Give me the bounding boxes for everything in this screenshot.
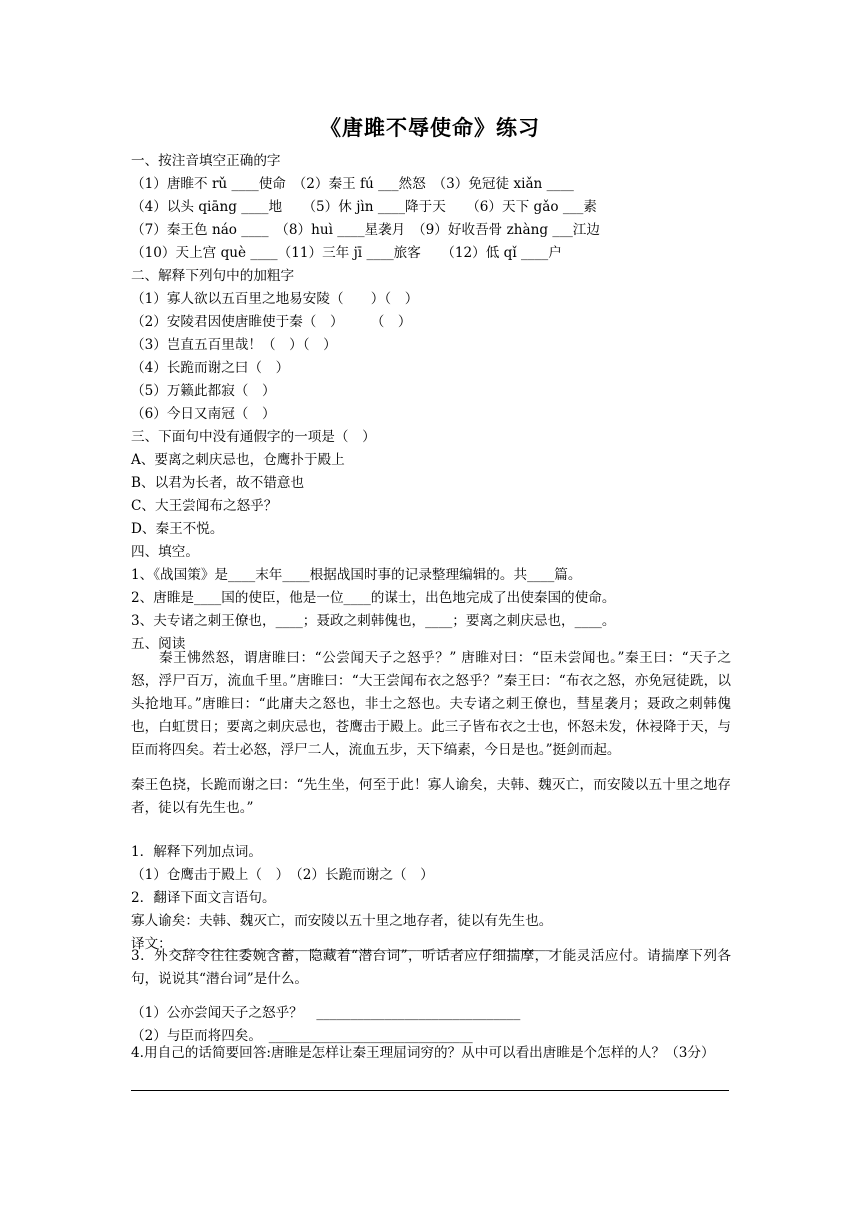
s5-heading: 五、阅读 (131, 636, 186, 652)
s1-row1: （1）唐睢不 rǔ ____使命 （2）秦王 fú ___然怒 （3）免冠徒 xiǎn ____ (131, 176, 574, 192)
s3-option-a: A、要离之刺庆忌也，仓鹰扑于殿上 (131, 452, 345, 468)
s4-item1: 1、《战国策》是____末年____根据战国时事的记录整理编辑的。共____篇。 (131, 567, 582, 583)
s1-row2: （4）以头 qiāng ____地 （5）休 jìn ____降于天 （6）天下 gǎo ___素 (131, 199, 597, 215)
question-3-prompt: 3．外交辞令往往委婉含蓄，隐藏着“潜台词”，听话者应仔细揣摩，才能灵活应付。请揣摩下列各句，说说其“潜台词”是什么。 (131, 948, 731, 987)
q1-items: （1）仓鹰击于殿上（ ） （2）长跪而谢之（ ） (131, 867, 434, 883)
q1-heading: 1．解释下列加点词。 (131, 844, 262, 860)
q2-answer: 译文：________________________________________________________ (131, 936, 553, 952)
s3-option-d: D、秦王不悦。 (131, 521, 224, 537)
s3-heading: 三、下面句中没有通假字的一项是（ ） (131, 429, 376, 445)
s3-option-c: C、大王尝闻布之怒乎？ (131, 498, 278, 514)
s2-item6: （6）今日又南冠（ ） (131, 406, 276, 422)
s2-item5: （5）万籁此都寂（ ） (131, 383, 276, 399)
s2-item3: （3）岂直五百里哉！（ ）（ ） (131, 337, 337, 353)
s1-row4: （10）天上宫 què ____（11）三年 jī ____旅客 （12）低 qǐ ____户 (131, 245, 562, 261)
reading-passage-paragraph-2: 秦王色挠，长跪而谢之曰：“先生坐，何至于此！寡人谕矣，夫韩、魏灭亡，而安陵以五十里之地存者，徒以有先生也。” (131, 777, 731, 816)
reading-passage-paragraph-1: 秦王怫然怒，谓唐睢曰：“公尝闻天子之怒乎？” 唐睢对曰：“臣未尝闻也。”秦王曰：“天子之怒，浮尸百万，流血千里。”唐睢曰：“大王尝闻布衣之怒乎？”秦王曰：“布衣之怒，亦免冠徒跣，以头抢地耳。”唐睢曰：“此庸夫之怒也，非士之怒也。夫专诸之刺王僚也，彗星袭月；聂政之刺韩傀也，白虹贯日；要离之刺庆忌也，苍鹰击于殿上。此三子皆布衣之士也，怀怒未发，休祲降于天，与臣而将四矣。若士必怒，浮尸二人，流血五步，天下缟素，今日是也。”挺剑而起。 (131, 650, 731, 758)
s4-heading: 四、填空。 (131, 544, 199, 560)
s3-option-b: B、以君为长者，故不错意也 (131, 475, 305, 491)
s4-item2: 2、唐睢是____国的使臣，他是一位____的谋士，出色地完成了出使秦国的使命。 (131, 590, 616, 606)
s1-heading: 一、按注音填空正确的字 (131, 153, 281, 169)
question-4-answer-line[interactable] (131, 1090, 729, 1091)
q3-sub1: （1）公亦尝闻天子之怒乎？ ______________________________ (131, 1005, 521, 1021)
question-4-prompt: 4.用自己的话简要回答:唐睢是怎样让秦王理屈词穷的？从中可以看出唐睢是个怎样的人？（3分） (131, 1045, 715, 1061)
s2-heading: 二、解释下列句中的加粗字 (131, 268, 295, 284)
q3-sub2: （2）与臣而将四矣。 ______________________________ (131, 1028, 473, 1044)
page-title: 《唐雎不辱使命》练习 (320, 116, 540, 140)
s2-item1: （1）寡人欲以五百里之地易安陵（ ）（ ） (131, 291, 419, 307)
q2-heading: 2．翻译下面文言语句。 (131, 890, 276, 906)
s2-item2: （2）安陵君因使唐睢使于秦（ ） （ ） (131, 314, 412, 330)
q2-sentence: 寡人谕矣：夫韩、魏灭亡，而安陵以五十里之地存者，徒以有先生也。 (131, 913, 553, 929)
s1-row3: （7）秦王色 náo ____ （8）huì ____星袭月 （9）好收吾骨 zhàng ___江边 (131, 222, 600, 238)
s4-item3: 3、夫专诸之刺王僚也，____；聂政之刺韩傀也，____；要离之刺庆忌也，____。 (131, 613, 616, 629)
s2-item4: （4）长跪而谢之曰（ ） (131, 360, 290, 376)
